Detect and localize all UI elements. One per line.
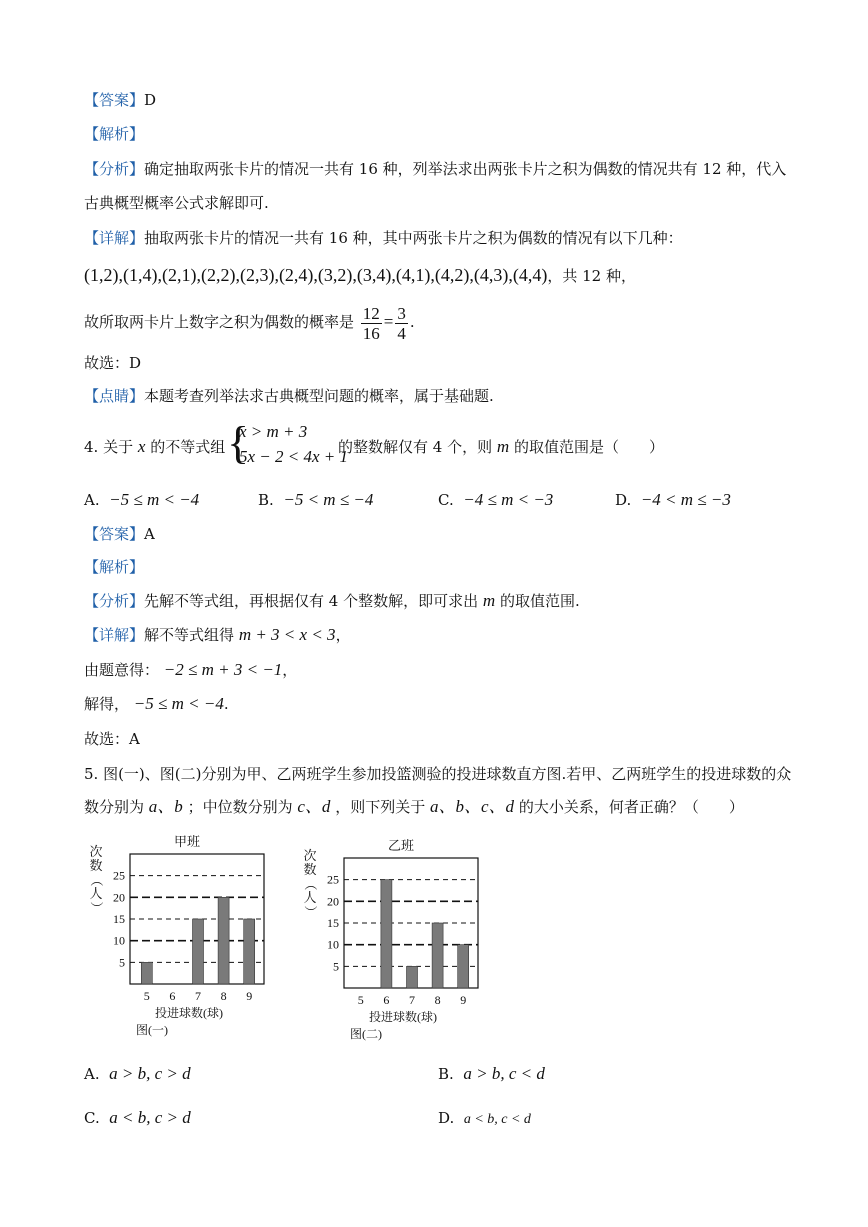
q4-choose-line [84,729,140,749]
q4-step2-line [84,660,297,680]
option-expr: a > b, c < d [463,1064,545,1083]
chart-title: 甲班 [173,834,201,849]
dianjing-line [84,386,494,406]
dianjing-text: 本题考查列举法求古典概型问题的概率，属于基础题. [144,387,494,405]
y-tick-label: 10 [113,933,125,948]
answer-line [84,90,156,110]
xiangjie-tag: 【详解】 [84,626,145,644]
bar [458,945,469,988]
y-axis-label-char: （ [89,873,104,887]
fenxi-text-2: 古典概型概率公式求解即可. [84,194,269,212]
y-axis-label-char: ） [89,901,104,915]
q5-stem-line-1 [84,764,791,784]
option-label: D. [438,1109,455,1127]
step2-end: ， [282,661,298,679]
xiangjie-expr: m + 3 < x < 3 [238,625,336,644]
fenxi-line-1 [84,159,786,179]
answer-tag: 【答案】 [84,525,145,543]
y-tick-label: 25 [113,868,125,883]
q4-option-c [438,490,553,510]
option-label: A. [84,491,100,509]
frac-num: 3 [397,303,406,323]
q4-option-d [615,490,731,510]
probability-line [84,300,415,344]
q5-stem-b: ；中位数分别为 [187,798,293,816]
pairs-tail: ，共 12 种， [547,267,636,285]
xiangjie-end: ， [335,626,351,644]
q5-option-b [438,1064,545,1084]
q5-vars-cd: c、d [297,797,331,816]
bar [193,919,204,984]
y-axis-label-char: 人 [89,886,103,901]
frac-den: 4 [397,323,406,343]
x-tick-label: 8 [434,993,441,1007]
q4-step3-line [84,694,229,714]
q5-stem-c: ，则下列关于 [335,798,426,816]
prob-prefix: 故所取两卡片上数字之积为偶数的概率是 [84,313,355,331]
q5-option-c [84,1108,191,1128]
q5-option-a [84,1064,191,1084]
fraction-12-16 [361,304,382,343]
frac-num: 12 [362,303,380,323]
option-expr: −4 ≤ m < −3 [463,490,554,509]
dianjing-tag: 【点睛】 [84,387,145,405]
figure-caption: 图(一) [136,1023,168,1037]
y-axis-label-char: 数 [89,858,103,873]
q4-stem-prefix: 4. 关于 [84,438,134,456]
y-tick-label: 20 [327,894,339,909]
analysis-line [84,124,144,144]
q4-xiangjie-line [84,625,351,645]
option-label: C. [84,1109,100,1127]
x-tick-label: 6 [169,989,176,1003]
bar [381,880,392,988]
bar [432,923,443,988]
analysis-tag: 【解析】 [84,125,145,143]
y-tick-label: 15 [113,912,125,926]
y-tick-label: 15 [327,916,339,930]
y-axis-label-char: 次 [303,848,317,863]
pairs-list: (1,2),(1,4),(2,1),(2,2),(2,3),(2,4),(3,2),(3,4),(4,1),(4,2),(4,3),(4,4) [84,265,548,285]
option-label: D. [615,491,632,509]
y-axis-label-char: 次 [89,844,103,859]
fraction-3-4 [395,304,408,343]
x-axis-label: 投进球数(球) [369,1010,437,1024]
x-axis-label: 投进球数(球) [155,1006,223,1020]
xiangjie-text: 解不等式组得 [144,626,235,644]
x-tick-label: 9 [246,989,253,1003]
q4-stem-tail [338,437,664,457]
choose-text: 故选：A [84,730,140,748]
y-tick-label: 5 [119,955,125,970]
choose-line [84,353,141,373]
q5-stem-d: 的大小关系，何者正确？（ ） [518,798,744,816]
fenxi-end: 的取值范围. [499,592,580,610]
fenxi-var-m: m [482,591,496,610]
option-expr: −4 < m ≤ −3 [640,490,731,509]
x-tick-label: 8 [220,989,227,1003]
left-brace: { [227,417,250,468]
x-tick-label: 9 [460,993,467,1007]
step2-expr: −2 ≤ m + 3 < −1 [163,660,283,679]
y-axis-label-char: 人 [303,890,317,905]
fenxi-line-2 [84,193,269,213]
option-expr: a < b, c > d [109,1108,191,1127]
answer-value: A [144,525,155,543]
option-label: B. [258,491,274,509]
x-tick-label: 7 [409,993,415,1007]
q4-stem-mid: 的不等式组 [150,438,226,456]
option-label: C. [438,491,454,509]
analysis-tag: 【解析】 [84,558,145,576]
q4-answer-line [84,524,155,544]
q4-var-m: m [496,437,510,456]
fenxi-text: 先解不等式组，再根据仅有 4 个整数解，即可求出 [144,592,479,610]
option-label: A. [84,1065,100,1083]
option-label: B. [438,1065,454,1083]
fenxi-text: 确定抽取两张卡片的情况一共有 16 种，列举法求出两张卡片之积为偶数的情况共有 12 种，代入 [144,160,787,178]
choose-text: 故选：D [84,354,142,372]
q4-option-b [258,490,373,510]
answer-tag: 【答案】 [84,91,145,109]
q5-stem-text-1: 5. 图(一)、图(二)分别为甲、乙两班学生参加投篮测验的投进球数直方图.若甲、乙两班学生的投进球数的众 [84,765,792,783]
equals-sign: = [383,312,394,331]
xiangjie-text: 抽取两张卡片的情况一共有 16 种，其中两张卡片之积为偶数的情况有以下几种： [144,229,683,247]
step3-expr: −5 ≤ m < −4 [133,694,224,713]
q4-stem [84,437,225,457]
pairs-line [84,265,636,286]
option-expr: −5 < m ≤ −4 [283,490,374,509]
bar [141,962,152,984]
step3-text: 解得， [84,695,130,713]
x-tick-label: 7 [195,989,201,1003]
y-tick-label: 20 [113,890,125,905]
xiangjie-tag: 【详解】 [84,229,145,247]
q4-stem-end: 的取值范围是（ ） [513,438,664,456]
histogram-jia [82,830,272,1042]
q5-stem-line-2 [84,797,744,817]
answer-value: D [144,91,157,109]
option-expr: −5 ≤ m < −4 [109,490,200,509]
q5-stem-a: 数分别为 [84,798,145,816]
q4-option-a [84,490,199,510]
x-tick-label: 5 [143,989,150,1003]
figure-caption: 图(二) [350,1027,382,1041]
chart-title: 乙班 [387,838,415,853]
inequality-1: x > m + 3 [239,422,308,441]
y-tick-label: 25 [327,872,339,887]
q4-var-x: x [137,437,146,456]
q4-stem-suffix: 的整数解仅有 4 个，则 [338,438,493,456]
q5-vars-ab: a、b [148,797,183,816]
option-expr: a < b, c < d [463,1112,531,1127]
option-expr: a > b, c > d [109,1064,191,1083]
q4-fenxi-line [84,591,580,611]
fenxi-tag: 【分析】 [84,160,145,178]
histogram-yi [296,834,486,1046]
x-tick-label: 5 [357,993,364,1007]
frac-den: 16 [362,323,380,343]
fenxi-tag: 【分析】 [84,592,145,610]
x-tick-label: 6 [383,993,390,1007]
q5-option-d [438,1108,531,1130]
y-tick-label: 5 [333,959,339,974]
inequality-2: 5x − 2 < 4x + 1 [239,447,349,466]
xiangjie-line [84,228,683,248]
q4-analysis-line [84,557,144,577]
y-axis-label-char: 数 [303,862,317,877]
q5-vars-abcd: a、b、c、d [430,797,515,816]
y-axis-label-char: ） [303,905,318,919]
bar [218,897,229,984]
step3-end: . [223,695,229,713]
bar [407,966,418,988]
y-tick-label: 10 [327,937,339,952]
prob-suffix: . [409,313,415,331]
bar [244,919,255,984]
step2-text: 由题意得： [84,661,160,679]
y-axis-label-char: （ [303,877,318,891]
